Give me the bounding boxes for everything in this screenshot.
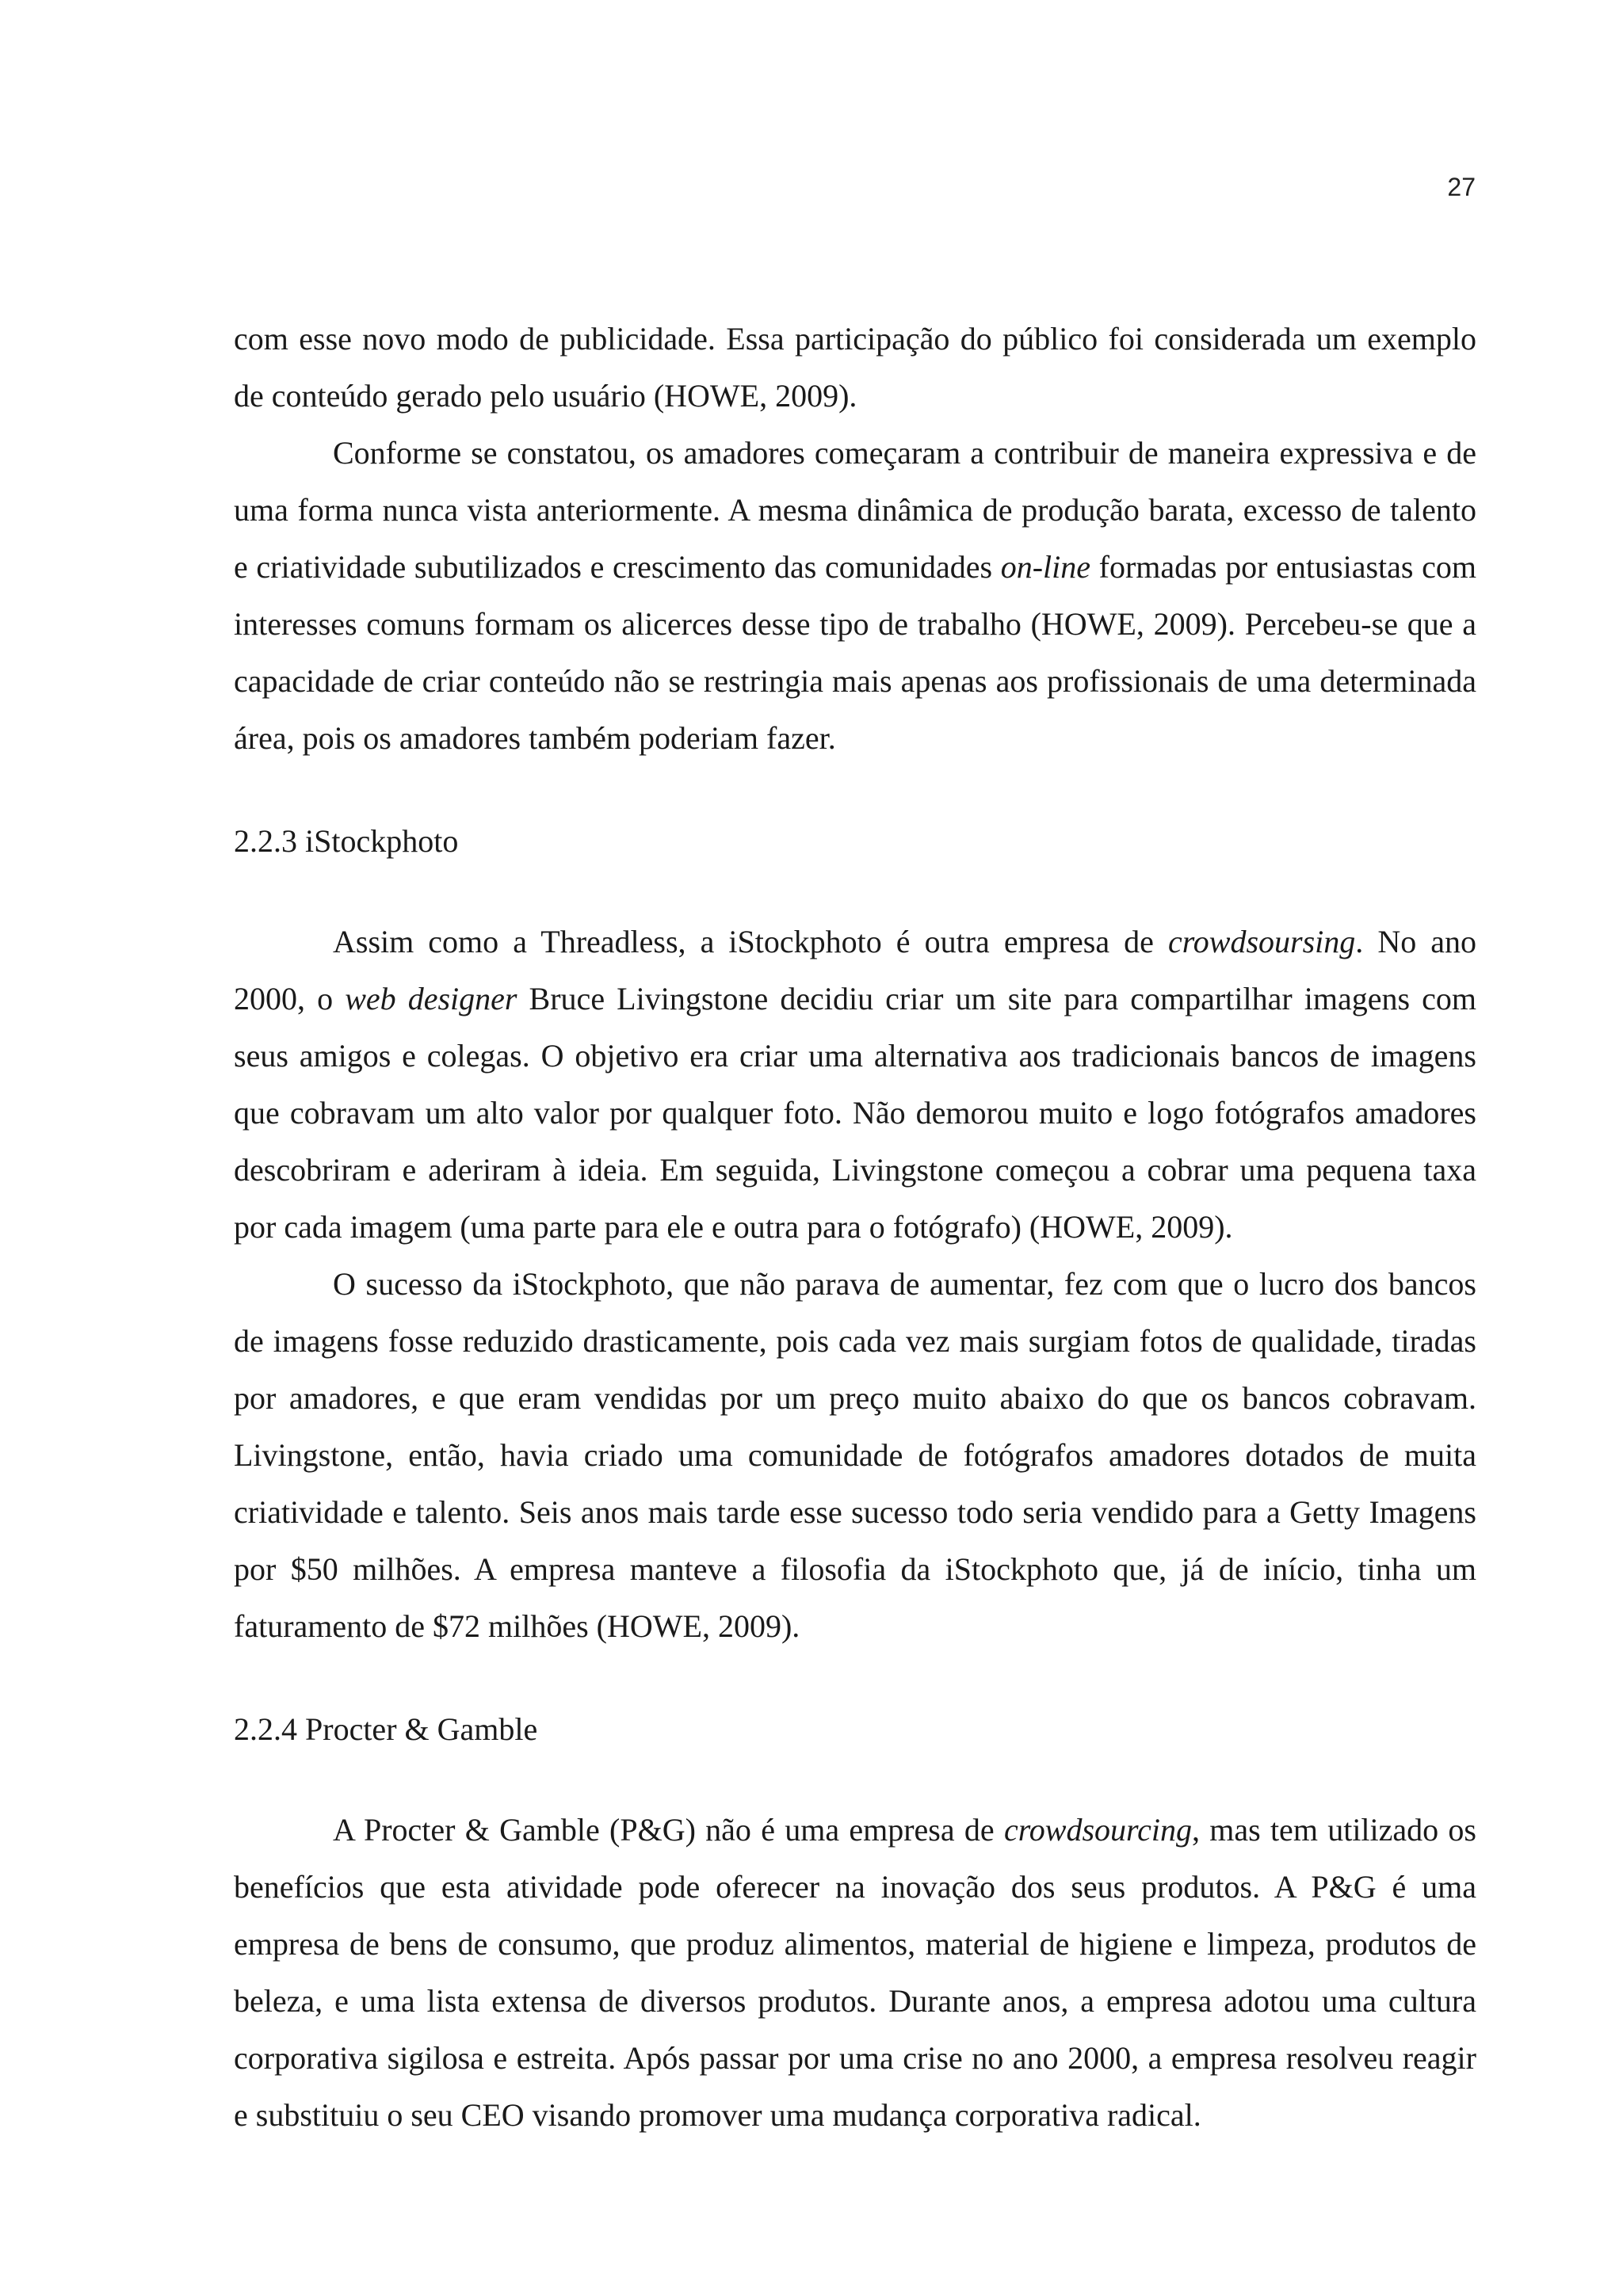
- text-run: Conforme se constatou, os amadores começaram a contribuir de maneira expressiva e de uma forma nunca vista anteriormente. A mesma dinâmica de produção barata, excesso de talento e criatividade subutilizados e crescimento das comunidades: [234, 435, 1476, 585]
- italic-term-online: on-line: [1000, 549, 1090, 585]
- italic-term-crowdsourcing: crowdsourcing: [1003, 1812, 1192, 1848]
- text-run: A Procter & Gamble (P&G) não é uma empresa de: [333, 1812, 1004, 1848]
- document-body: [234, 311, 1476, 2144]
- paragraph-istockphoto-1: [234, 913, 1476, 1256]
- text-run: Assim como a Threadless, a iStockphoto é outra empresa de: [333, 924, 1168, 959]
- text-run: . No ano 2000, o: [234, 924, 1476, 1016]
- section-heading-istockphoto: 2.2.3 iStockphoto: [234, 823, 459, 859]
- text-run: Bruce Livingstone decidiu criar um site para compartilhar imagens com seus amigos e colegas. O objetivo era criar uma alternativa aos tradicionais bancos de imagens que cobravam um alto valor por qualquer foto. Não demorou muito e logo fotógrafos amadores descobriram e aderiram à ideia. Em seguida, Livingstone começou a cobrar uma pequena taxa por cada imagem (uma parte para ele e outra para o fotógrafo) (HOWE, 2009).: [234, 981, 1477, 1245]
- italic-term-crowdsoursing: crowdsoursing: [1167, 924, 1356, 959]
- section-heading-procter-gamble: 2.2.4 Procter & Gamble: [234, 1711, 538, 1747]
- page-number: 27: [1447, 173, 1476, 201]
- paragraph-istockphoto-2: O sucesso da iStockphoto, que não parava de aumentar, fez com que o lucro dos bancos de imagens fosse reduzido drasticamente, pois cada vez mais surgiam fotos de qualidade, tiradas por amadores, e que eram vendidas por um preço muito abaixo do que os bancos cobravam. Livingstone, então, havia criado uma comunidade de fotógrafos amadores dotados de muita criatividade e talento. Seis anos mais tarde esse sucesso todo seria vendido para a Getty Imagens por $50 milhões. A empresa manteve a filosofia da iStockphoto que, já de início, tinha um faturamento de $72 milhões (HOWE, 2009).: [234, 1266, 1476, 1644]
- paragraph-intro-1: com esse novo modo de publicidade. Essa participação do público foi considerada um exemplo de conteúdo gerado pelo usuário (HOWE, 2009).: [234, 321, 1476, 414]
- paragraph-intro-2: [234, 425, 1476, 767]
- text-run: , mas tem utilizado os benefícios que esta atividade pode oferecer na inovação dos seus produtos. A P&G é uma empresa de bens de consumo, que produz alimentos, material de higiene e limpeza, produtos de beleza, e uma lista extensa de diversos produtos. Durante anos, a empresa adotou uma cultura corporativa sigilosa e estreita. Após passar por uma crise no ano 2000, a empresa resolveu reagir e substituiu o seu CEO visando promover uma mudança corporativa radical.: [234, 1812, 1476, 2133]
- italic-term-web-designer: web designer: [345, 981, 517, 1016]
- text-run: formadas por entusiastas com interesses comuns formam os alicerces desse tipo de trabalho (HOWE, 2009). Percebeu-se que a capacidade de criar conteúdo não se restringia mais apenas aos profissionais de uma determinada área, pois os amadores também poderiam fazer.: [234, 549, 1476, 756]
- paragraph-procter-gamble-1: [234, 1802, 1476, 2144]
